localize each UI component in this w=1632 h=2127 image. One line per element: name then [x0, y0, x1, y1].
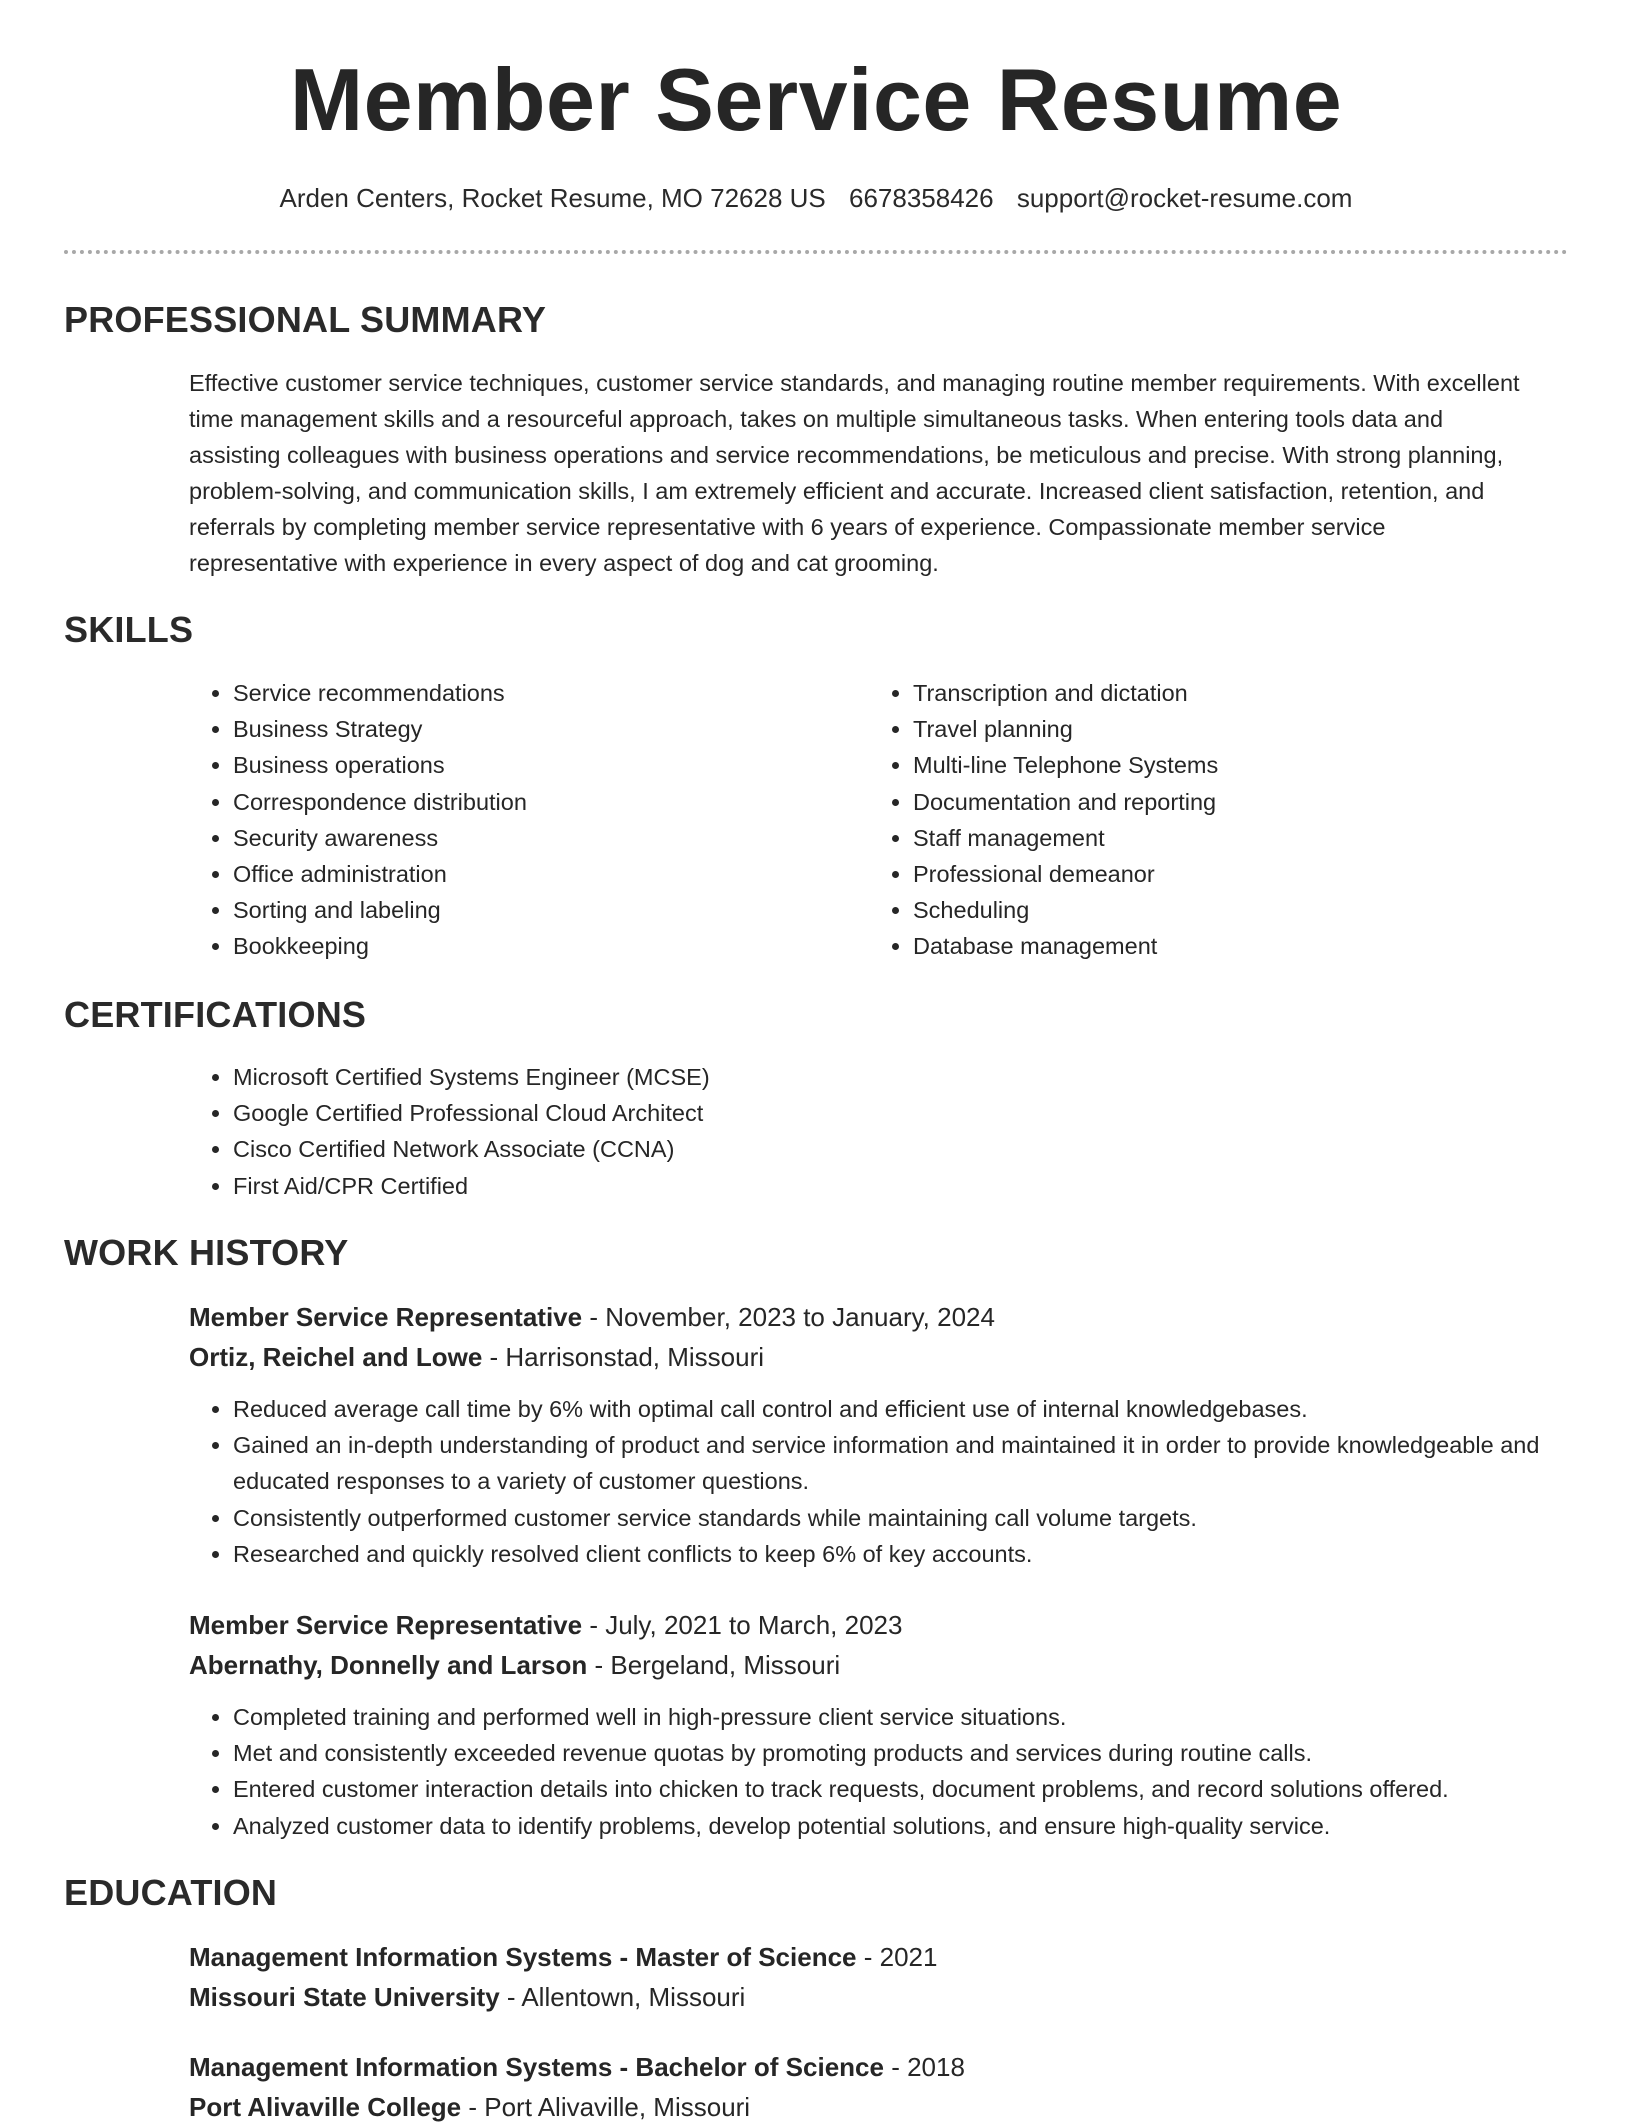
list-item: • Sorting and labeling — [233, 892, 789, 928]
job-company-line — [189, 1645, 840, 1685]
job-company: Abernathy, Donnelly and Larson — [189, 1650, 588, 1680]
list-item: • Business operations — [233, 747, 789, 783]
contact-address: Arden Centers, Rocket Resume, MO 72628 US — [279, 183, 826, 213]
list-item: • Database management — [913, 928, 1509, 964]
education-location: - Port Alivaville, Missouri — [461, 2092, 751, 2122]
job-dates: - November, 2023 to January, 2024 — [582, 1302, 995, 1332]
list-item: • Staff management — [913, 820, 1509, 856]
list-item: • Reduced average call time by 6% with optimal call control and efficient use of internal knowledgebases. — [233, 1391, 1549, 1427]
contact-phone: 6678358426 — [849, 183, 994, 213]
list-item: • First Aid/CPR Certified — [233, 1168, 1489, 1204]
list-item: • Cisco Certified Network Associate (CCNA) — [233, 1131, 1489, 1167]
contact-line — [0, 180, 1632, 216]
list-item: • Security awareness — [233, 820, 789, 856]
skills-list-right — [869, 675, 1509, 965]
list-item: • Completed training and performed well in high-pressure client service situations. — [233, 1699, 1569, 1735]
list-item: • Business Strategy — [233, 711, 789, 747]
job-bullets — [189, 1699, 1569, 1844]
education-degree-line — [189, 1937, 937, 1977]
list-item: • Google Certified Professional Cloud Architect — [233, 1095, 1489, 1131]
job-company-line — [189, 1337, 764, 1377]
job-title: Member Service Representative — [189, 1302, 583, 1332]
list-item: • Documentation and reporting — [913, 784, 1509, 820]
education-school: Missouri State University — [189, 1982, 500, 2012]
list-item: • Office administration — [233, 856, 789, 892]
job-company: Ortiz, Reichel and Lowe — [189, 1342, 483, 1372]
list-item: • Travel planning — [913, 711, 1509, 747]
list-item: • Multi-line Telephone Systems — [913, 747, 1509, 783]
job-bullets-column — [189, 1699, 1569, 1844]
job-bullets-column — [189, 1391, 1549, 1572]
summary-text: Effective customer service techniques, customer service standards, and managing routine member requirements. With excellent time management skills and a resourceful approach, takes on multiple simultaneous tasks. When entering tools data and assisting colleagues with business operations and service recommendations, be meticulous and precise. With strong planning, problem-solving, and communication skills, I am extremely efficient and accurate. Increased client satisfaction, retention, and referrals by completing member service representative with 6 years of experience. Compassionate member service representative with experience in every aspect of dog and cat grooming. — [189, 370, 1520, 576]
list-item: • Bookkeeping — [233, 928, 789, 964]
job-title-line — [189, 1297, 995, 1337]
job-location: - Harrisonstad, Missouri — [482, 1342, 765, 1372]
list-item: • Consistently outperformed customer service standards while maintaining call volume targets. — [233, 1500, 1549, 1536]
education-degree-line — [189, 2047, 965, 2087]
education-location: - Allentown, Missouri — [499, 1982, 746, 2012]
list-item: • Scheduling — [913, 892, 1509, 928]
education-year: - 2018 — [883, 2052, 965, 2082]
list-item: • Researched and quickly resolved client conflicts to keep 6% of key accounts. — [233, 1536, 1549, 1572]
list-item: • Entered customer interaction details into chicken to track requests, document problems, and record solutions offered. — [233, 1771, 1569, 1807]
list-item: • Met and consistently exceeded revenue quotas by promoting products and services during routine calls. — [233, 1735, 1569, 1771]
skills-right-column — [869, 675, 1509, 965]
skills-list-left — [189, 675, 789, 965]
education-school-line — [189, 2087, 750, 2127]
contact-email: support@rocket-resume.com — [1016, 183, 1353, 213]
education-heading: EDUCATION — [64, 1872, 278, 1913]
skills-heading: SKILLS — [64, 609, 194, 650]
resume-title: Member Service Resume — [289, 50, 1343, 149]
education-year: - 2021 — [856, 1942, 938, 1972]
list-item: • Gained an in-depth understanding of product and service information and maintained it in order to provide knowledgeable and educated responses to a variety of customer questions. — [233, 1427, 1549, 1499]
list-item: • Professional demeanor — [913, 856, 1509, 892]
certifications-list — [189, 1059, 1489, 1204]
job-title: Member Service Representative — [189, 1610, 583, 1640]
education-degree: Management Information Systems - Bachelor of Science — [189, 2052, 884, 2082]
education-degree: Management Information Systems - Master of Science — [189, 1942, 857, 1972]
list-item: • Transcription and dictation — [913, 675, 1509, 711]
certifications-heading: CERTIFICATIONS — [64, 994, 367, 1035]
education-school-line — [189, 1977, 745, 2017]
work-history-heading: WORK HISTORY — [64, 1232, 349, 1273]
list-item: • Microsoft Certified Systems Engineer (MCSE) — [233, 1059, 1489, 1095]
certifications-column — [189, 1059, 1489, 1204]
job-dates: - July, 2021 to March, 2023 — [582, 1610, 903, 1640]
job-bullets — [189, 1391, 1549, 1572]
job-title-line — [189, 1605, 902, 1645]
skills-left-column — [189, 675, 789, 965]
list-item: • Service recommendations — [233, 675, 789, 711]
header-divider — [64, 250, 1568, 254]
summary-heading: PROFESSIONAL SUMMARY — [64, 299, 547, 340]
education-school: Port Alivaville College — [189, 2092, 462, 2122]
job-location: - Bergeland, Missouri — [587, 1650, 841, 1680]
list-item: • Correspondence distribution — [233, 784, 789, 820]
list-item: • Analyzed customer data to identify problems, develop potential solutions, and ensure high-quality service. — [233, 1808, 1569, 1844]
